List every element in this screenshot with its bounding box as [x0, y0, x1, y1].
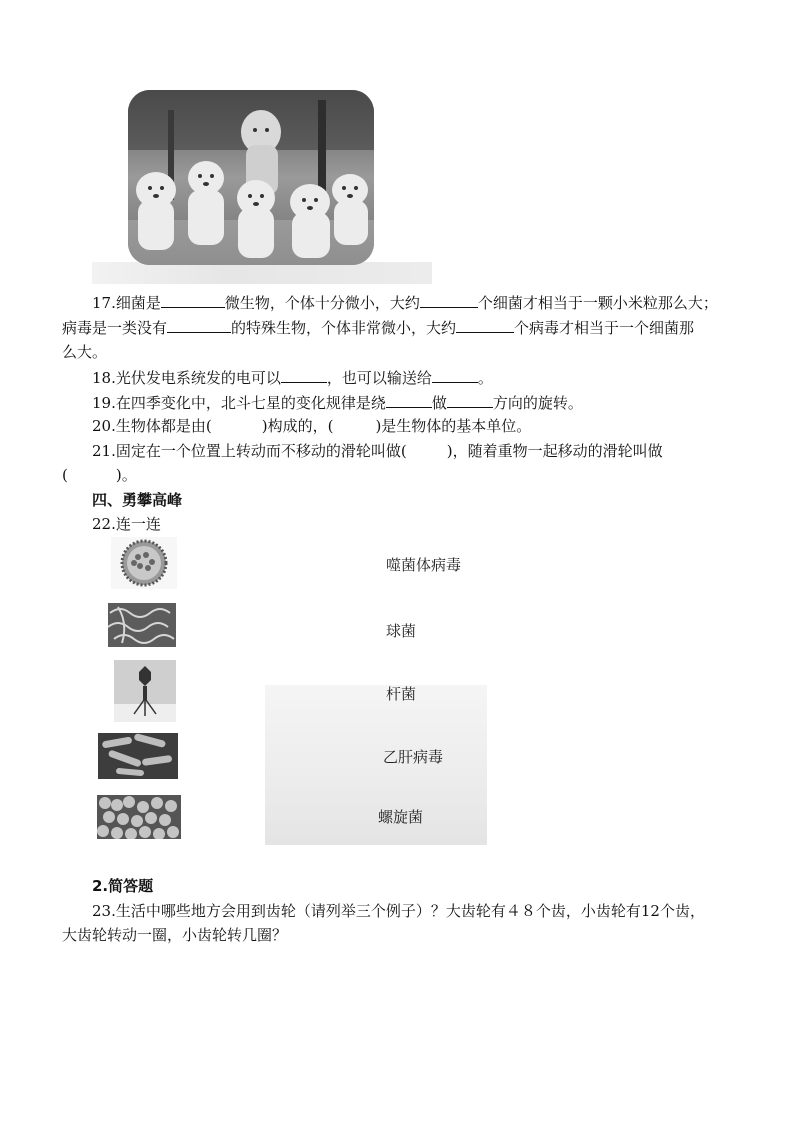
bacillus-thumb: [98, 733, 178, 779]
q20-text: )构成的，(: [261, 417, 334, 435]
match-label-5[interactable]: 螺旋菌: [378, 808, 424, 826]
q19-text: 做: [431, 394, 447, 412]
coccus-thumb: [97, 795, 181, 839]
match-label-1[interactable]: 噬菌体病毒: [386, 556, 462, 574]
photo-caption-fade: [92, 262, 432, 284]
q17-text: 病毒是一类没有: [62, 319, 168, 337]
short-answer-title: 2.简答题: [92, 877, 154, 895]
q21-text: )。: [115, 466, 137, 484]
q17-line-2: [62, 316, 694, 339]
q20: [92, 415, 531, 437]
match-panel-background: [265, 685, 487, 845]
q20-text: )是生物体的基本单位。: [375, 417, 532, 435]
match-label-2[interactable]: 球菌: [386, 622, 417, 640]
q23-line-1: 23.生活中哪些地方会用到齿轮（请列举三个例子）？大齿轮有４８个齿，小齿轮有12个齿，: [92, 902, 705, 920]
q23-line-2: 大齿轮转动一圈，小齿轮转几圈？: [62, 926, 288, 944]
q19-blank-1[interactable]: [386, 391, 432, 408]
q18-blank-2[interactable]: [432, 366, 478, 383]
q18-blank-1[interactable]: [281, 366, 327, 383]
q17-blank-4[interactable]: [456, 316, 514, 333]
bacteriophage-thumb: [114, 660, 176, 722]
puppies-photo: [128, 90, 374, 265]
q17-text: 17.细菌是: [92, 294, 161, 312]
q17-blank-3[interactable]: [167, 316, 231, 333]
q19-text: 方向的旋转。: [492, 394, 583, 412]
q17-text: 微生物，个体十分微小，大约: [224, 294, 420, 312]
section-4-title: 四、勇攀高峰: [92, 491, 183, 509]
q17-blank-2[interactable]: [420, 291, 478, 308]
q17-line-1: [92, 291, 718, 314]
hepatitis-virus-thumb: [111, 537, 177, 589]
q17-text: 个病毒才相当于一个细菌那: [514, 319, 695, 337]
q18-text: ，也可以输送给: [326, 369, 432, 387]
q19-blank-2[interactable]: [447, 391, 493, 408]
q21-text: (: [62, 466, 68, 484]
q17-text: 的特殊生物，个体非常微小，大约: [231, 319, 457, 337]
q18-text: 18.光伏发电系统发的电可以: [92, 369, 281, 387]
q19-text: 19.在四季变化中，北斗七星的变化规律是绕: [92, 394, 386, 412]
q17-line-3: 么大。: [62, 343, 108, 361]
q20-text: 20.生物体都是由(: [92, 417, 212, 435]
puppies-image: [128, 90, 374, 265]
q17-text: 个细菌才相当于一颗小米粒那么大: [477, 294, 703, 312]
q21-line-1: [92, 440, 663, 462]
q19: [92, 391, 583, 414]
q18-text: 。: [477, 369, 493, 387]
q21-text: 21.固定在一个位置上转动而不移动的滑轮叫做(: [92, 442, 407, 460]
spirillum-thumb: [108, 603, 176, 647]
q17-blank-1[interactable]: [161, 291, 225, 308]
q18: [92, 366, 493, 389]
q21-text: )，随着重物一起移动的滑轮叫做: [446, 442, 663, 460]
q17-text: ；: [702, 294, 718, 312]
match-label-3[interactable]: 杆菌: [386, 685, 417, 703]
q22-title: 22.连一连: [92, 515, 161, 533]
q21-line-2: [62, 464, 137, 486]
match-label-4[interactable]: 乙肝病毒: [383, 748, 444, 766]
